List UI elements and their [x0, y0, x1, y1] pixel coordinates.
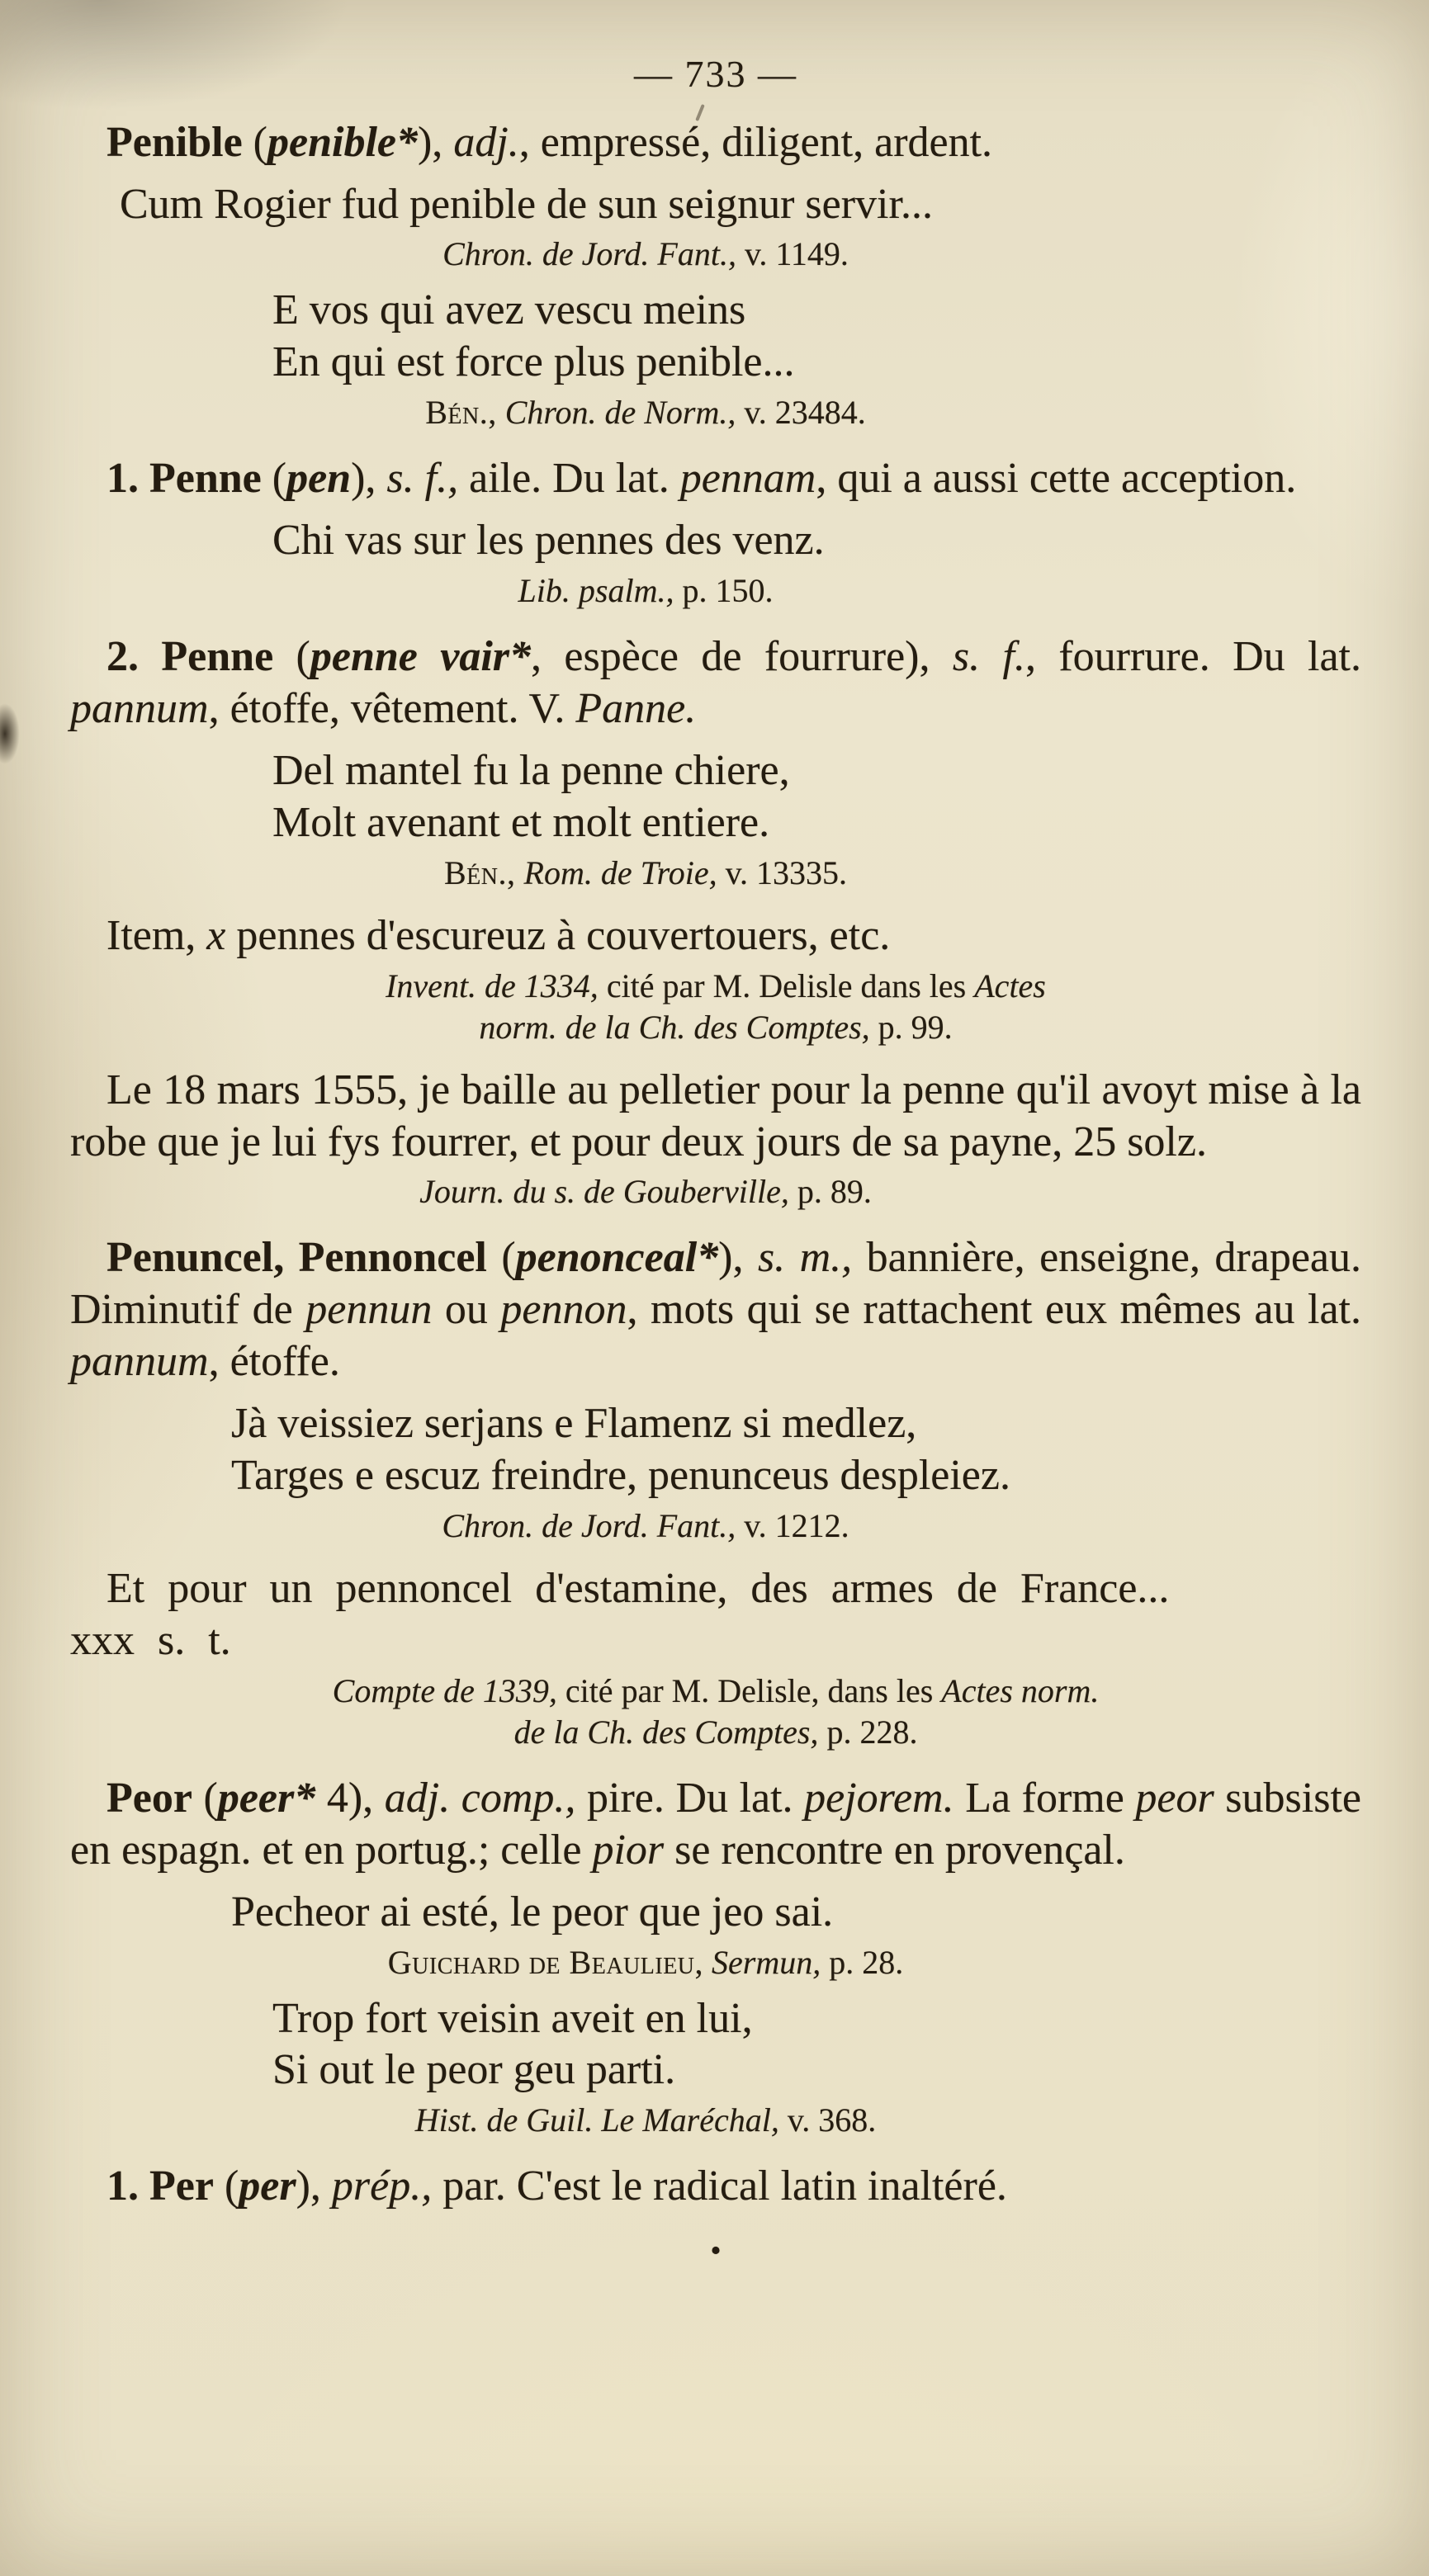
entry-penne-2	[70, 631, 1361, 735]
text-run: (	[242, 118, 267, 166]
text-run: subsiste en espagn. et en portug.; celle	[70, 1774, 1361, 1874]
source-citation	[70, 570, 1361, 612]
text-run: , espèce de fourrure),	[531, 633, 953, 681]
text-run: ou	[432, 1286, 501, 1334]
text-run: ),	[417, 118, 454, 166]
text-run: per	[239, 2162, 296, 2210]
text-run: xxx s. t.	[70, 1616, 231, 1664]
source-citation	[70, 1505, 1361, 1547]
text-run	[703, 1944, 712, 1981]
source-citation	[70, 1671, 1361, 1753]
text-run: p. 228.	[818, 1713, 918, 1751]
text-run: , mots qui se rattachent eux mêmes au lat.	[627, 1286, 1362, 1334]
text-run: cité par M. Delisle dans les	[598, 967, 975, 1004]
source-citation	[70, 392, 1361, 433]
text-run: penible*	[267, 118, 418, 166]
verse-quote	[70, 179, 1361, 231]
text-run: Chron. de Jord. Fant.,	[442, 1506, 736, 1544]
text-run: s. f.	[952, 633, 1025, 681]
text-run: pannum	[70, 1338, 209, 1386]
text-run: , étoffe, vêtement. V.	[208, 685, 576, 732]
text-run: adj. comp.,	[384, 1774, 576, 1822]
source-citation	[70, 853, 1361, 894]
page-number: — 733 —	[634, 53, 797, 95]
text-run: 1. Penne	[106, 455, 262, 503]
text-run: Jà veissiez serjans e Flamenz si medlez,	[231, 1400, 917, 1448]
source-citation	[70, 2100, 1361, 2141]
source-citation	[70, 1171, 1361, 1212]
text-run: , étoffe.	[208, 1338, 340, 1386]
text-run: Penuncel, Pennoncel	[106, 1234, 487, 1282]
text-run: se rencontre en provençal.	[664, 1826, 1125, 1874]
text-run: pennun	[305, 1286, 433, 1334]
text-run: Targes e escuz freindre, penunceus despleiez.	[231, 1452, 1010, 1500]
text-run: p. 99.	[869, 1008, 953, 1046]
entry-penne-1	[70, 453, 1361, 505]
text-run: (	[261, 455, 287, 503]
text-run: v. 23484.	[736, 394, 866, 432]
prose-quote	[70, 1065, 1361, 1169]
text-run: La forme	[953, 1774, 1136, 1822]
text-run: prép.,	[331, 2162, 433, 2210]
text-run: , qui a aussi cette acception.	[816, 455, 1297, 503]
text-run: cité par M. Delisle, dans les	[556, 1671, 942, 1709]
verse-quote	[70, 1887, 1361, 1939]
text-run: p. 89.	[788, 1173, 872, 1211]
text-run: Actes	[974, 967, 1046, 1004]
text-run: pennam	[679, 455, 816, 503]
text-run	[516, 854, 524, 891]
text-run: En qui est force plus penible...	[272, 338, 795, 386]
text-run: par. C'est le radical latin inaltéré.	[432, 2162, 1007, 2210]
text-run: Et pour un pennoncel d'estamine, des armes de France...	[106, 1564, 1170, 1612]
text-run: E vos qui avez vescu meins	[272, 286, 746, 334]
text-run: (	[486, 1234, 516, 1282]
entry-penuncel	[70, 1232, 1361, 1388]
text-run: , empressé, diligent, ardent.	[518, 118, 993, 166]
text-run: v. 368.	[778, 2101, 877, 2139]
verse-quote	[70, 1993, 1361, 2097]
text-run: x	[206, 911, 226, 959]
text-run: 4),	[315, 1774, 385, 1822]
verse-quote	[70, 285, 1361, 389]
text-run: Peor	[106, 1774, 192, 1822]
text-run: Hist. de Guil. Le Maréchal,	[414, 2101, 779, 2139]
text-run: Guichard de Beaulieu,	[387, 1943, 704, 1981]
text-run: Panne.	[575, 685, 697, 732]
verse-quote	[70, 1398, 1361, 1502]
text-run: de la Ch. des Comptes,	[513, 1713, 819, 1751]
text-run: Rom. de Troie,	[523, 853, 717, 891]
text-run: Trop fort veisin aveit en lui,	[272, 1994, 753, 2042]
text-run: norm. de la Ch. des Comptes,	[479, 1008, 870, 1046]
text-run: Bén.,	[444, 853, 516, 891]
text-run: Sermun,	[712, 1943, 821, 1981]
text-run: ),	[351, 455, 387, 503]
text-run: , fourrure. Du lat.	[1024, 633, 1362, 681]
entry-penible	[70, 117, 1361, 169]
text-run: s. m.,	[757, 1234, 853, 1282]
text-run: pennes d'escureuz à couvertouers, etc.	[225, 911, 891, 959]
text-run: (	[273, 633, 310, 681]
text-run: Del mantel fu la penne chiere,	[272, 746, 790, 794]
text-run: Pecheor ai esté, le peor que jeo sai.	[231, 1888, 834, 1936]
source-citation	[70, 1942, 1361, 1983]
text-run: penonceal*	[515, 1234, 719, 1282]
text-run: Lib. psalm.,	[518, 572, 674, 610]
text-run: Actes norm.	[941, 1671, 1100, 1709]
text-run: Si out le peor geu parti.	[272, 2046, 676, 2094]
text-run: Chron. de Jord. Fant.,	[442, 235, 736, 273]
text-run: pire. Du lat.	[575, 1774, 805, 1822]
text-run: aile. Du lat.	[458, 455, 680, 503]
text-run	[497, 394, 505, 431]
text-run: pejorem.	[804, 1774, 954, 1822]
text-run: Molt avenant et molt entiere.	[272, 798, 770, 846]
text-run: Cum Rogier fud penible de sun seignur servir...	[120, 180, 933, 228]
text-run: pennon	[500, 1286, 627, 1334]
text-run: (	[192, 1774, 218, 1822]
text-run: pannum	[70, 685, 209, 732]
source-citation	[70, 966, 1361, 1048]
text-run: ),	[296, 2162, 332, 2210]
text-run: v. 1212.	[736, 1506, 849, 1544]
text-run: Journ. du s. de Gouberville,	[419, 1173, 789, 1211]
text-run: peor	[1135, 1774, 1214, 1822]
text-run: (	[213, 2162, 239, 2210]
prose-quote	[70, 1563, 1361, 1667]
text-run: s. f.,	[386, 455, 459, 503]
text-run: Le 18 mars 1555, je baille au pelletier pour la penne qu'il avoyt mise à la robe que je lui fys fourrer, et pour deux jours de sa payne, 25 solz.	[70, 1066, 1361, 1165]
entry-peor	[70, 1773, 1361, 1877]
text-run: adj.	[453, 118, 519, 166]
paper-stain	[0, 703, 20, 764]
text-run: v. 1149.	[736, 235, 849, 273]
text-run: Compte de 1339,	[332, 1671, 557, 1709]
text-run: bannière, enseigne, drapeau. Diminutif de	[70, 1234, 1361, 1334]
text-run: Chi vas sur les pennes des venz.	[272, 517, 825, 565]
text-run: pen	[286, 455, 352, 503]
text-run: v. 13335.	[717, 853, 847, 891]
text-run: Chron. de Norm.,	[504, 394, 736, 432]
verse-quote	[70, 745, 1361, 849]
text-run: Penible	[106, 118, 243, 166]
text-run: 1. Per	[106, 2162, 214, 2210]
text-run: Item,	[106, 911, 207, 959]
prose-quote	[70, 910, 1361, 962]
text-run: ),	[718, 1234, 758, 1282]
source-citation	[70, 234, 1361, 275]
text-run: peer*	[217, 1774, 316, 1822]
text-run: Invent. de 1334,	[386, 967, 599, 1004]
verse-quote	[70, 515, 1361, 567]
text-run: p. 150.	[674, 572, 774, 610]
entry-per	[70, 2161, 1361, 2213]
text-run: 2. Penne	[106, 633, 274, 681]
text-run: penne vair*	[310, 633, 532, 681]
text-run: pior	[592, 1826, 665, 1874]
text-run: p. 28.	[821, 1943, 904, 1981]
text-run: Bén.,	[425, 394, 497, 432]
section-dot: •	[710, 2233, 722, 2269]
